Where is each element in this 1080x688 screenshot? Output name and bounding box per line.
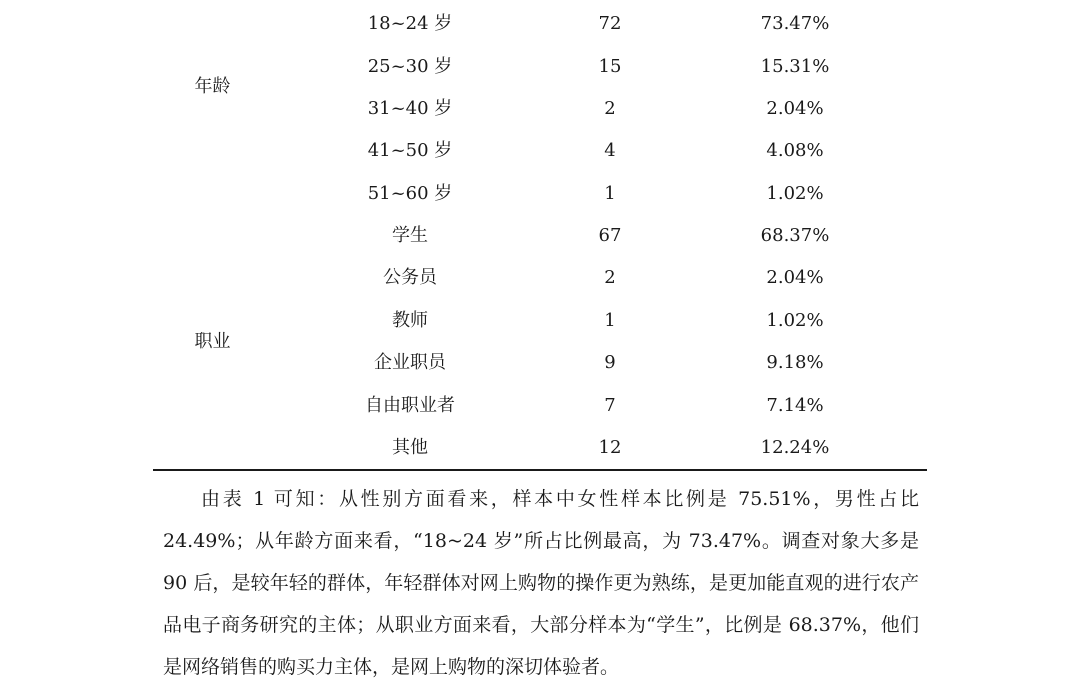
group-label-age: 年龄 xyxy=(194,76,231,97)
row-percentage: 12.24% xyxy=(760,437,830,458)
row-category: 自由职业者 xyxy=(365,395,455,416)
table-row xyxy=(0,88,1080,130)
table-row xyxy=(0,46,1080,88)
table-bottom-rule xyxy=(153,469,927,471)
row-category: 公务员 xyxy=(383,267,437,288)
row-category: 25~30 岁 xyxy=(367,56,453,77)
table-row xyxy=(0,215,1080,257)
row-category: 企业职员 xyxy=(374,352,446,373)
row-count: 67 xyxy=(598,225,622,246)
row-count: 7 xyxy=(604,395,616,416)
row-count: 4 xyxy=(604,140,616,161)
row-category: 31~40 岁 xyxy=(367,98,453,119)
row-count: 1 xyxy=(604,183,616,204)
table-row xyxy=(0,257,1080,299)
row-category: 41~50 岁 xyxy=(367,140,453,161)
table-row xyxy=(0,173,1080,215)
row-count: 15 xyxy=(598,56,622,77)
row-percentage: 9.18% xyxy=(766,352,824,373)
row-percentage: 7.14% xyxy=(766,395,824,416)
row-category: 其他 xyxy=(392,437,428,458)
table-row xyxy=(0,300,1080,342)
row-percentage: 1.02% xyxy=(766,183,824,204)
row-category: 教师 xyxy=(392,310,428,331)
body-paragraph: 由表 1 可知：从性别方面看来，样本中女性样本比例是 75.51%，男性占比 24.49%；从年龄方面来看，“18~24 岁”所占比例最高，为 73.47%。调查对象大多是 90 后，是较年轻的群体，年轻群体对网上购物的操作更为熟练，是更加能直观的进行农产品电子商务研究的主体；从职业方面来看，大部分样本为“学生”，比例是 68.37%，他们是网络销售的购买力主体，是网上购物的深切体验者。 xyxy=(163,488,919,678)
row-category: 学生 xyxy=(392,225,428,246)
row-percentage: 73.47% xyxy=(760,13,830,34)
table-row xyxy=(0,342,1080,384)
table-row xyxy=(0,385,1080,427)
table-row xyxy=(0,3,1080,45)
row-percentage: 2.04% xyxy=(766,98,824,119)
row-category: 18~24 岁 xyxy=(367,13,453,34)
row-percentage: 1.02% xyxy=(766,310,824,331)
row-percentage: 2.04% xyxy=(766,267,824,288)
row-percentage: 4.08% xyxy=(766,140,824,161)
row-percentage: 68.37% xyxy=(760,225,830,246)
row-percentage: 15.31% xyxy=(760,56,830,77)
row-count: 2 xyxy=(604,98,616,119)
row-category: 51~60 岁 xyxy=(367,183,453,204)
group-label-occupation: 职业 xyxy=(194,331,231,352)
row-count: 2 xyxy=(604,267,616,288)
table-row xyxy=(0,427,1080,469)
row-count: 12 xyxy=(598,437,622,458)
table-row xyxy=(0,130,1080,172)
row-count: 72 xyxy=(598,13,622,34)
row-count: 9 xyxy=(604,352,616,373)
row-count: 1 xyxy=(604,310,616,331)
